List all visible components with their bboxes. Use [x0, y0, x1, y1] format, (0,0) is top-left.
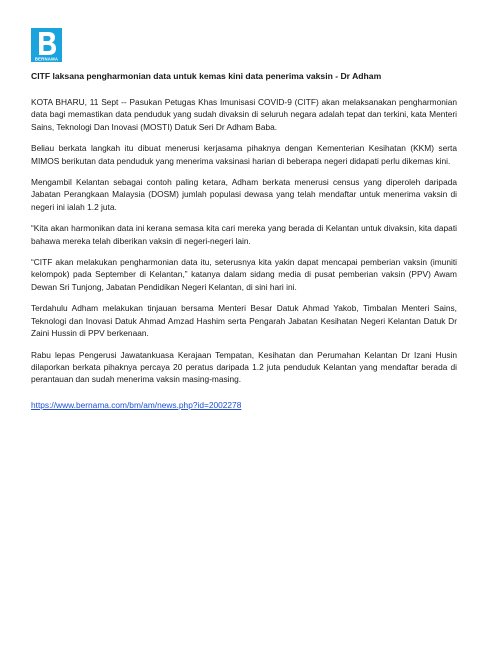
article-paragraph-7: Rabu lepas Pengerusi Jawatankuasa Kerajaan Tempatan, Kesihatan dan Perumahan Kelantan Dr Izani Husin dilaporkan berkata pihaknya percaya 20 peratus daripada 1.2 juta penduduk Kelantan yang mendaftar berada di perantauan dan sudah menerima vaksin masing-masing.	[31, 349, 457, 385]
article-paragraph-6: Terdahulu Adham melakukan tinjauan bersama Menteri Besar Datuk Ahmad Yakob, Timbalan Menteri Sains, Teknologi dan Inovasi Datuk Ahmad Amzad Hashim serta Pengarah Jabatan Kesihatan Negeri Kelantan Datuk Dr Zaini Hussin di PPV berkenaan.	[31, 303, 457, 339]
article-paragraph-3: Mengambil Kelantan sebagai contoh paling ketara, Adham berkata menerusi census yang diperoleh daripada Jabatan Perangkaan Malaysia (DOSM) jumlah populasi dewasa yang telah mendaftar untuk menerima vaksin di negeri ini ialah 1.2 juta.	[31, 177, 457, 212]
article-paragraph-1: KOTA BHARU, 11 Sept -- Pasukan Petugas Khas Imunisasi COVID-9 (CITF) akan melaksanakan pengharmonian data bagi memastikan data penduduk yang sudah divaksin di seluruh negara adalah tepat dan terkini, kata Menteri Sains, Teknologi Dan Inovasi (MOSTI) Datuk Seri Dr Adham Baba.	[31, 97, 457, 132]
bernama-logo-icon	[31, 28, 62, 62]
article-body	[31, 96, 457, 413]
article-headline: CITF laksana pengharmonian data untuk kemas kini data penerima vaksin - Dr Adham	[31, 71, 382, 81]
logo-wordmark: BERNAMA	[34, 56, 59, 62]
bernama-logo	[31, 28, 62, 62]
source-link[interactable]: https://www.bernama.com/bm/am/news.php?id=2002278	[31, 399, 242, 410]
article-paragraph-4: “Kita akan harmonikan data ini kerana semasa kita cari mereka yang berada di Kelantan untuk divaksin, kita dapati bahawa mereka telah diberikan vaksin di negeri-negeri lain.	[31, 223, 457, 246]
article-paragraph-5: “CITF akan melakukan pengharmonian data itu, seterusnya kita yakin dapat mencapai pemberian vaksin (imuniti kelompok) pada September di Kelantan,” katanya dalam sidang media di pusat pemberian vaksin (PPV) Awam Dewan Sri Tunjong, Jabatan Pendidikan Negeri Kelantan, di sini hari ini.	[31, 257, 457, 292]
article-paragraph-2: Beliau berkata langkah itu dibuat menerusi kerjasama pihaknya dengan Kementerian Kesihatan (KKM) serta MIMOS berikutan data penduduk yang menerima vaksinasi harian di beberapa negeri didapati perlu dikemas kini.	[31, 143, 457, 166]
